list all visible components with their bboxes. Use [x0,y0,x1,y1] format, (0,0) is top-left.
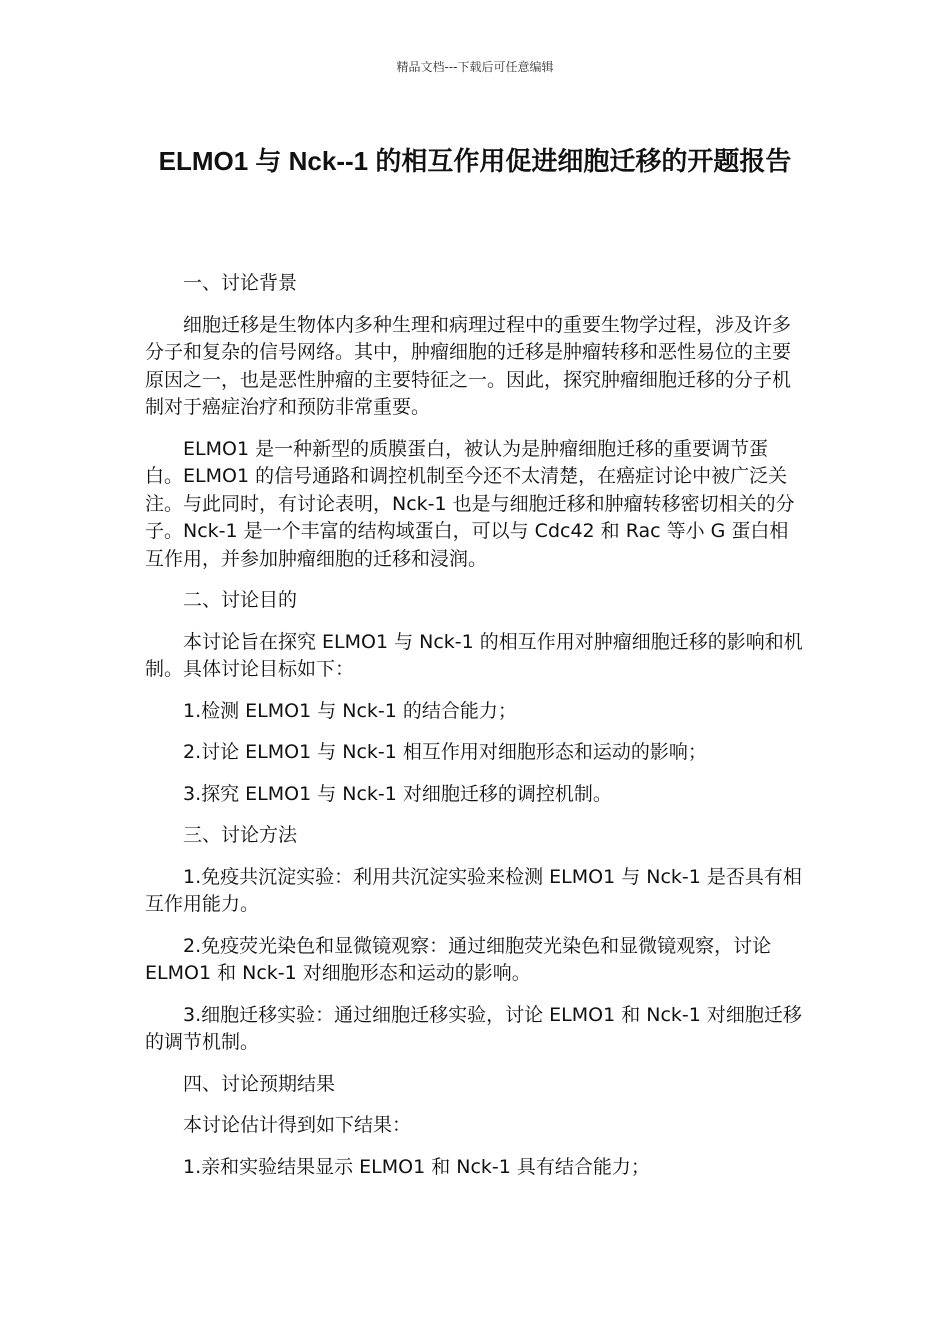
list-item-method-1: 1.免疫共沉淀实验：利用共沉淀实验来检测 ELMO1 与 Nck-1 是否具有相互作用能力。 [145,865,802,915]
paragraph-background-1: 细胞迁移是生物体内多种生理和病理过程中的重要生物学过程，涉及许多分子和复杂的信号网络。其中，肿瘤细胞的迁移是肿瘤转移和恶性易位的主要原因之一，也是恶性肿瘤的主要特征之一。因此，探究肿瘤细胞迁移的分子机制对于癌症治疗和预防非常重要。 [145,313,792,418]
paragraph-expected-intro: 本讨论估计得到如下结果： [183,1114,412,1136]
section-heading-methods: 三、讨论方法 [183,824,298,846]
document-body [145,270,805,1195]
paragraph-purpose-intro: 本讨论旨在探究 ELMO1 与 Nck-1 的相互作用对肿瘤细胞迁移的影响和机制。具体讨论目标如下： [145,630,803,680]
section-heading-expected-results: 四、讨论预期结果 [183,1072,336,1095]
paragraph-background-2: ELMO1 是一种新型的质膜蛋白，被认为是肿瘤细胞迁移的重要调节蛋白。ELMO1 的信号通路和调控机制至今还不太清楚，在癌症讨论中被广泛关注。与此同时，有讨论表明，Nck-1 也是与细胞迁移和肿瘤转移密切相关的分子。Nck-1 是一个丰富的结构域蛋白，可以与 Cdc42 和 Rac 等小 G 蛋白相互作用，并参加肿瘤细胞的迁移和浸润。 [145,437,795,570]
list-item-method-3: 3.细胞迁移实验：通过细胞迁移实验，讨论 ELMO1 和 Nck-1 对细胞迁移的调节机制。 [145,1003,802,1053]
list-item-result-1: 1.亲和实验结果显示 ELMO1 和 Nck-1 具有结合能力； [183,1155,650,1178]
list-item-method-2: 2.免疫荧光染色和显微镜观察：通过细胞荧光染色和显微镜观察，讨论 ELMO1 和 Nck-1 对细胞形态和运动的影响。 [145,934,772,984]
page-header: 精品文档---下载后可任意编辑 [396,60,554,74]
list-item-purpose-1: 1.检测 ELMO1 与 Nck-1 的结合能力； [183,699,517,722]
section-heading-background: 一、讨论背景 [183,272,298,294]
list-item-purpose-2: 2.讨论 ELMO1 与 Nck-1 相互作用对细胞形态和运动的影响； [183,741,707,763]
document-title: ELMO1 与 Nck--1 的相互作用促进细胞迁移的开题报告 [158,146,792,176]
section-heading-purpose: 二、讨论目的 [183,589,298,611]
list-item-purpose-3: 3.探究 ELMO1 与 Nck-1 对细胞迁移的调控机制。 [183,782,612,805]
